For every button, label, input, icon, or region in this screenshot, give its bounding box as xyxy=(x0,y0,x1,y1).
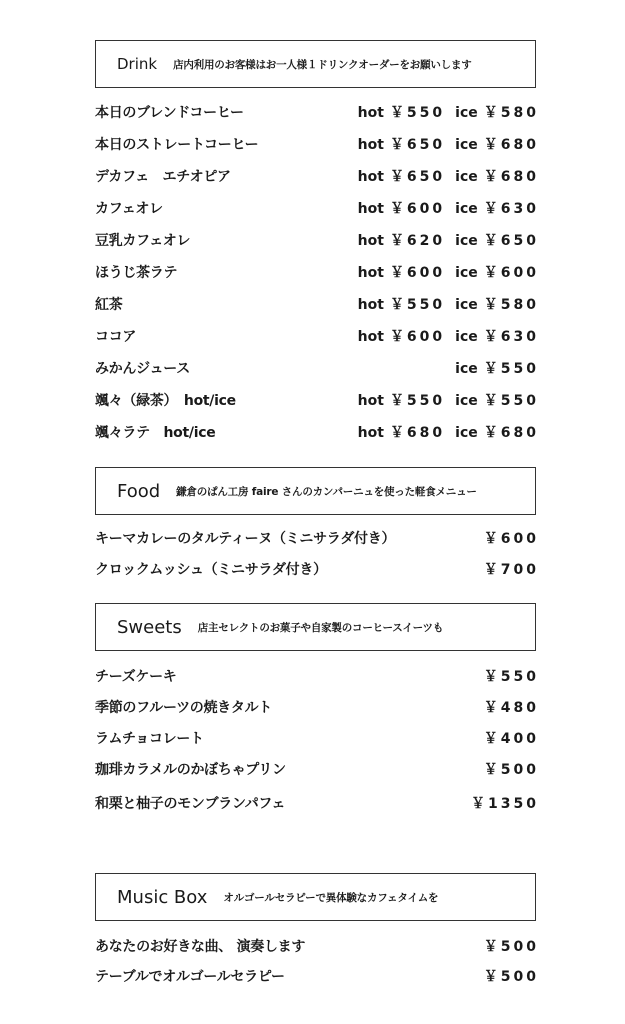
menu-row-sweets xyxy=(95,755,539,783)
hot-label: hot xyxy=(357,137,384,153)
ice-label: ice xyxy=(455,265,478,281)
ice-price: ￥550 xyxy=(483,393,539,409)
item-name: チーズケーキ xyxy=(95,669,177,685)
menu-row-drink xyxy=(95,226,539,254)
hot-label: hot xyxy=(357,105,384,121)
ice-label: ice xyxy=(455,393,478,409)
ice-label: ice xyxy=(455,137,478,153)
menu-row-drink xyxy=(95,322,539,350)
hot-price: ￥550 xyxy=(389,297,446,313)
ice-price: ￥630 xyxy=(483,201,539,217)
ice-label: ice xyxy=(455,201,478,217)
item-name: 紅茶 xyxy=(95,297,123,313)
item-name: 本日のブレンドコーヒー xyxy=(95,105,244,121)
item-name: 颯々（緑茶） hot/ice xyxy=(95,393,236,409)
item-name: ココア xyxy=(95,329,137,345)
ice-price: ￥600 xyxy=(483,265,539,281)
item-name: 颯々ラテ hot/ice xyxy=(95,425,216,441)
item-name: 季節のフルーツの焼きタルト xyxy=(95,700,272,716)
menu-row-drink xyxy=(95,130,539,158)
ice-price: ￥680 xyxy=(483,425,539,441)
hot-price: ￥550 xyxy=(389,393,446,409)
item-price: ￥480 xyxy=(483,700,539,716)
hot-price: ￥600 xyxy=(389,265,446,281)
ice-price: ￥580 xyxy=(483,105,539,121)
ice-label: ice xyxy=(455,233,478,249)
hot-label: hot xyxy=(357,201,384,217)
ice-label: ice xyxy=(455,329,478,345)
sweets-section-note: 店主セレクトのお菓子や自家製のコーヒースイーツも xyxy=(197,621,444,634)
menu-row-drink xyxy=(95,418,539,446)
hot-price: ￥620 xyxy=(389,233,446,249)
sweets-section-title: Sweets xyxy=(117,616,182,638)
item-price: ￥600 xyxy=(483,531,539,547)
food-section-title: Food xyxy=(117,480,161,502)
item-name: 本日のストレートコーヒー xyxy=(95,137,259,153)
menu-row-sweets xyxy=(95,724,539,752)
ice-label: ice xyxy=(455,297,478,313)
menu-row-drink xyxy=(95,258,539,286)
menu-row-sweets xyxy=(95,662,539,690)
item-name: 豆乳カフェオレ xyxy=(95,233,191,249)
item-name: ほうじ茶ラテ xyxy=(95,265,178,281)
item-price: ￥700 xyxy=(483,562,539,578)
hot-price: ￥600 xyxy=(389,329,446,345)
item-name: テーブルでオルゴールセラピー xyxy=(95,969,285,985)
item-price: ￥550 xyxy=(483,669,539,685)
item-name: 和栗と柚子のモンブランパフェ xyxy=(95,796,286,812)
food-header-box xyxy=(95,467,536,515)
menu-row-drink xyxy=(95,194,539,222)
hot-price: ￥650 xyxy=(389,169,446,185)
item-price: ￥500 xyxy=(483,939,539,955)
hot-price: ￥600 xyxy=(389,201,446,217)
hot-label: hot xyxy=(357,425,384,441)
ice-price: ￥650 xyxy=(483,233,539,249)
menu-row-drink xyxy=(95,162,539,190)
food-section-note: 鎌倉のぱん工房 faire さんのカンパーニュを使った軽食メニュー xyxy=(176,485,477,498)
hot-label: hot xyxy=(357,329,384,345)
menu-row-food xyxy=(95,524,539,552)
item-price: ￥400 xyxy=(483,731,539,747)
drink-header-box xyxy=(95,40,536,88)
menu-row-food xyxy=(95,555,539,583)
menu-row-drink xyxy=(95,290,539,318)
ice-label: ice xyxy=(455,169,478,185)
menu-row-sweets xyxy=(95,693,539,721)
hot-label: hot xyxy=(357,265,384,281)
hot-price: ￥650 xyxy=(389,137,446,153)
item-name: みかんジュース xyxy=(95,361,190,377)
menu-row-music xyxy=(95,932,539,960)
item-name: あなたのお好きな曲、 演奏します xyxy=(95,939,306,955)
menu-row-drink xyxy=(95,98,539,126)
item-name: ラムチョコレート xyxy=(95,731,204,747)
item-name: キーマカレーのタルティーヌ（ミニサラダ付き） xyxy=(95,531,396,547)
item-name: クロックムッシュ（ミニサラダ付き） xyxy=(95,562,327,578)
drink-section-note: 店内利用のお客様はお一人様１ドリンクオーダーをお願いします xyxy=(173,58,472,71)
item-price: ￥500 xyxy=(483,969,539,985)
music-header-box xyxy=(95,873,536,921)
music-section-note: オルゴールセラピーで異体験なカフェタイムを xyxy=(223,891,439,904)
menu-row-drink xyxy=(95,386,539,414)
ice-price: ￥550 xyxy=(483,361,539,377)
ice-price: ￥630 xyxy=(483,329,539,345)
hot-label: hot xyxy=(357,233,384,249)
drink-section-title: Drink xyxy=(117,55,158,73)
ice-price: ￥580 xyxy=(483,297,539,313)
hot-label: hot xyxy=(357,297,384,313)
hot-label: hot xyxy=(357,393,384,409)
menu-row-music xyxy=(95,962,539,990)
ice-price: ￥680 xyxy=(483,169,539,185)
ice-label: ice xyxy=(455,361,478,377)
hot-price: ￥680 xyxy=(389,425,446,441)
item-name: カフェオレ xyxy=(95,201,163,217)
hot-price: ￥550 xyxy=(389,105,446,121)
item-price: ￥500 xyxy=(483,762,539,778)
ice-price: ￥680 xyxy=(483,137,539,153)
sweets-header-box xyxy=(95,603,536,651)
item-price: ￥1350 xyxy=(471,796,539,812)
hot-label: hot xyxy=(357,169,384,185)
item-name: 珈琲カラメルのかぼちゃプリン xyxy=(95,762,286,778)
ice-label: ice xyxy=(455,105,478,121)
ice-label: ice xyxy=(455,425,478,441)
menu-row-sweets xyxy=(95,789,539,817)
music-section-title: Music Box xyxy=(117,886,208,908)
menu-row-drink xyxy=(95,354,539,382)
item-name: デカフェ エチオピア xyxy=(95,169,231,185)
